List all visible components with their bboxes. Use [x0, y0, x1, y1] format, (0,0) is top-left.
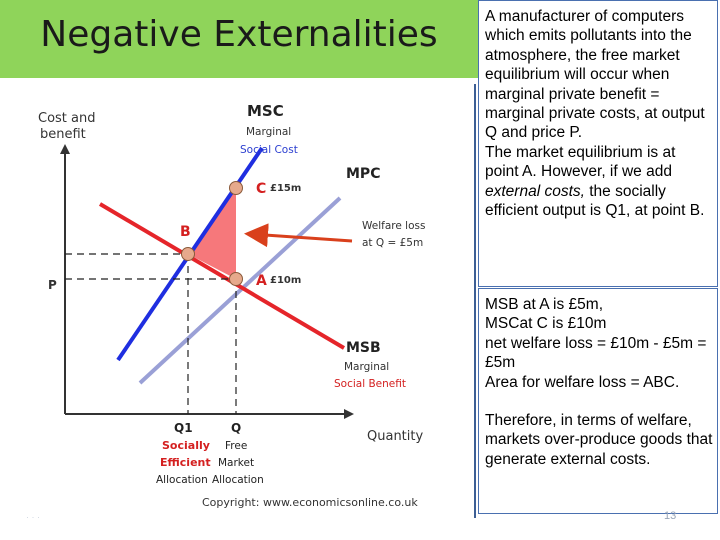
paragraph-2-prefix: The market equilibrium is at point A. However, if we add	[485, 143, 676, 181]
point-b-label: B	[180, 224, 191, 240]
conclusion-paragraph: Therefore, in terms of welfare, markets over-produce goods that generate external costs.	[485, 412, 713, 468]
msc-sub1: Marginal	[246, 126, 292, 138]
point-a-label: A	[256, 273, 267, 289]
welfare-loss-area	[188, 188, 236, 279]
explanation-paragraph-2	[485, 143, 713, 221]
q1-label: Q1	[174, 421, 193, 435]
y-axis-arrowhead	[60, 144, 70, 154]
point-c-value: £15m	[270, 183, 302, 194]
q-sub3: Allocation	[212, 474, 264, 486]
q1-sub1: Socially	[162, 439, 210, 452]
q-sub2: Market	[218, 457, 255, 469]
y-axis-label-line2: benefit	[40, 127, 86, 142]
calc-line-4: Area for welfare loss = ABC.	[485, 373, 680, 391]
mpc-curve	[140, 198, 340, 383]
q1-sub3: Allocation	[156, 474, 208, 486]
q1-sub2: Efficient	[160, 456, 211, 469]
point-c-label: C	[256, 181, 267, 197]
msc-label: MSC	[247, 102, 284, 120]
point-b	[182, 248, 195, 261]
point-a	[230, 273, 243, 286]
welfare-loss-line2: at Q = £5m	[362, 237, 424, 249]
externality-diagram	[0, 80, 474, 520]
msb-sub1: Marginal	[344, 361, 390, 373]
q-label: Q	[231, 421, 242, 435]
explanation-paragraph-1: A manufacturer of computers which emits pollutants into the atmosphere, the free market equilibrium will occur when marginal private benefit = marginal private costs, at output Q and price P.	[485, 8, 705, 142]
x-axis-label: Quantity	[367, 429, 424, 444]
paragraph-2-italic: external costs,	[485, 182, 585, 200]
mpc-label: MPC	[346, 166, 381, 182]
slide-title: Negative Externalities	[40, 14, 438, 55]
calc-line-3: net welfare loss = £10m - £5m = £5m	[485, 334, 707, 372]
msb-sub2: Social Benefit	[334, 378, 406, 390]
x-axis-arrowhead	[344, 409, 354, 419]
calc-line-1: MSB at A is £5m,	[485, 296, 604, 313]
calc-line-2: MSCat C is £10m	[485, 315, 607, 333]
msc-sub2: Social Cost	[240, 144, 298, 156]
y-axis-label-line1: Cost and	[38, 111, 96, 126]
diagram-svg	[0, 80, 474, 520]
page-number: 13	[664, 510, 677, 522]
point-a-value: £10m	[270, 275, 302, 286]
paragraph-gap	[485, 392, 713, 411]
point-c	[230, 182, 243, 195]
price-label: P	[48, 278, 57, 292]
footer-left: · · ·	[26, 512, 40, 522]
welfare-loss-line1: Welfare loss	[362, 220, 426, 232]
copyright-text: Copyright: www.economicsonline.co.uk	[202, 496, 418, 509]
q-sub1: Free	[225, 440, 248, 452]
calculation-panel	[478, 288, 718, 514]
paragraph-2-suffix: the socially efficient output is Q1, at point B.	[485, 182, 705, 220]
explanation-panel	[478, 0, 718, 287]
msb-label: MSB	[346, 340, 381, 356]
